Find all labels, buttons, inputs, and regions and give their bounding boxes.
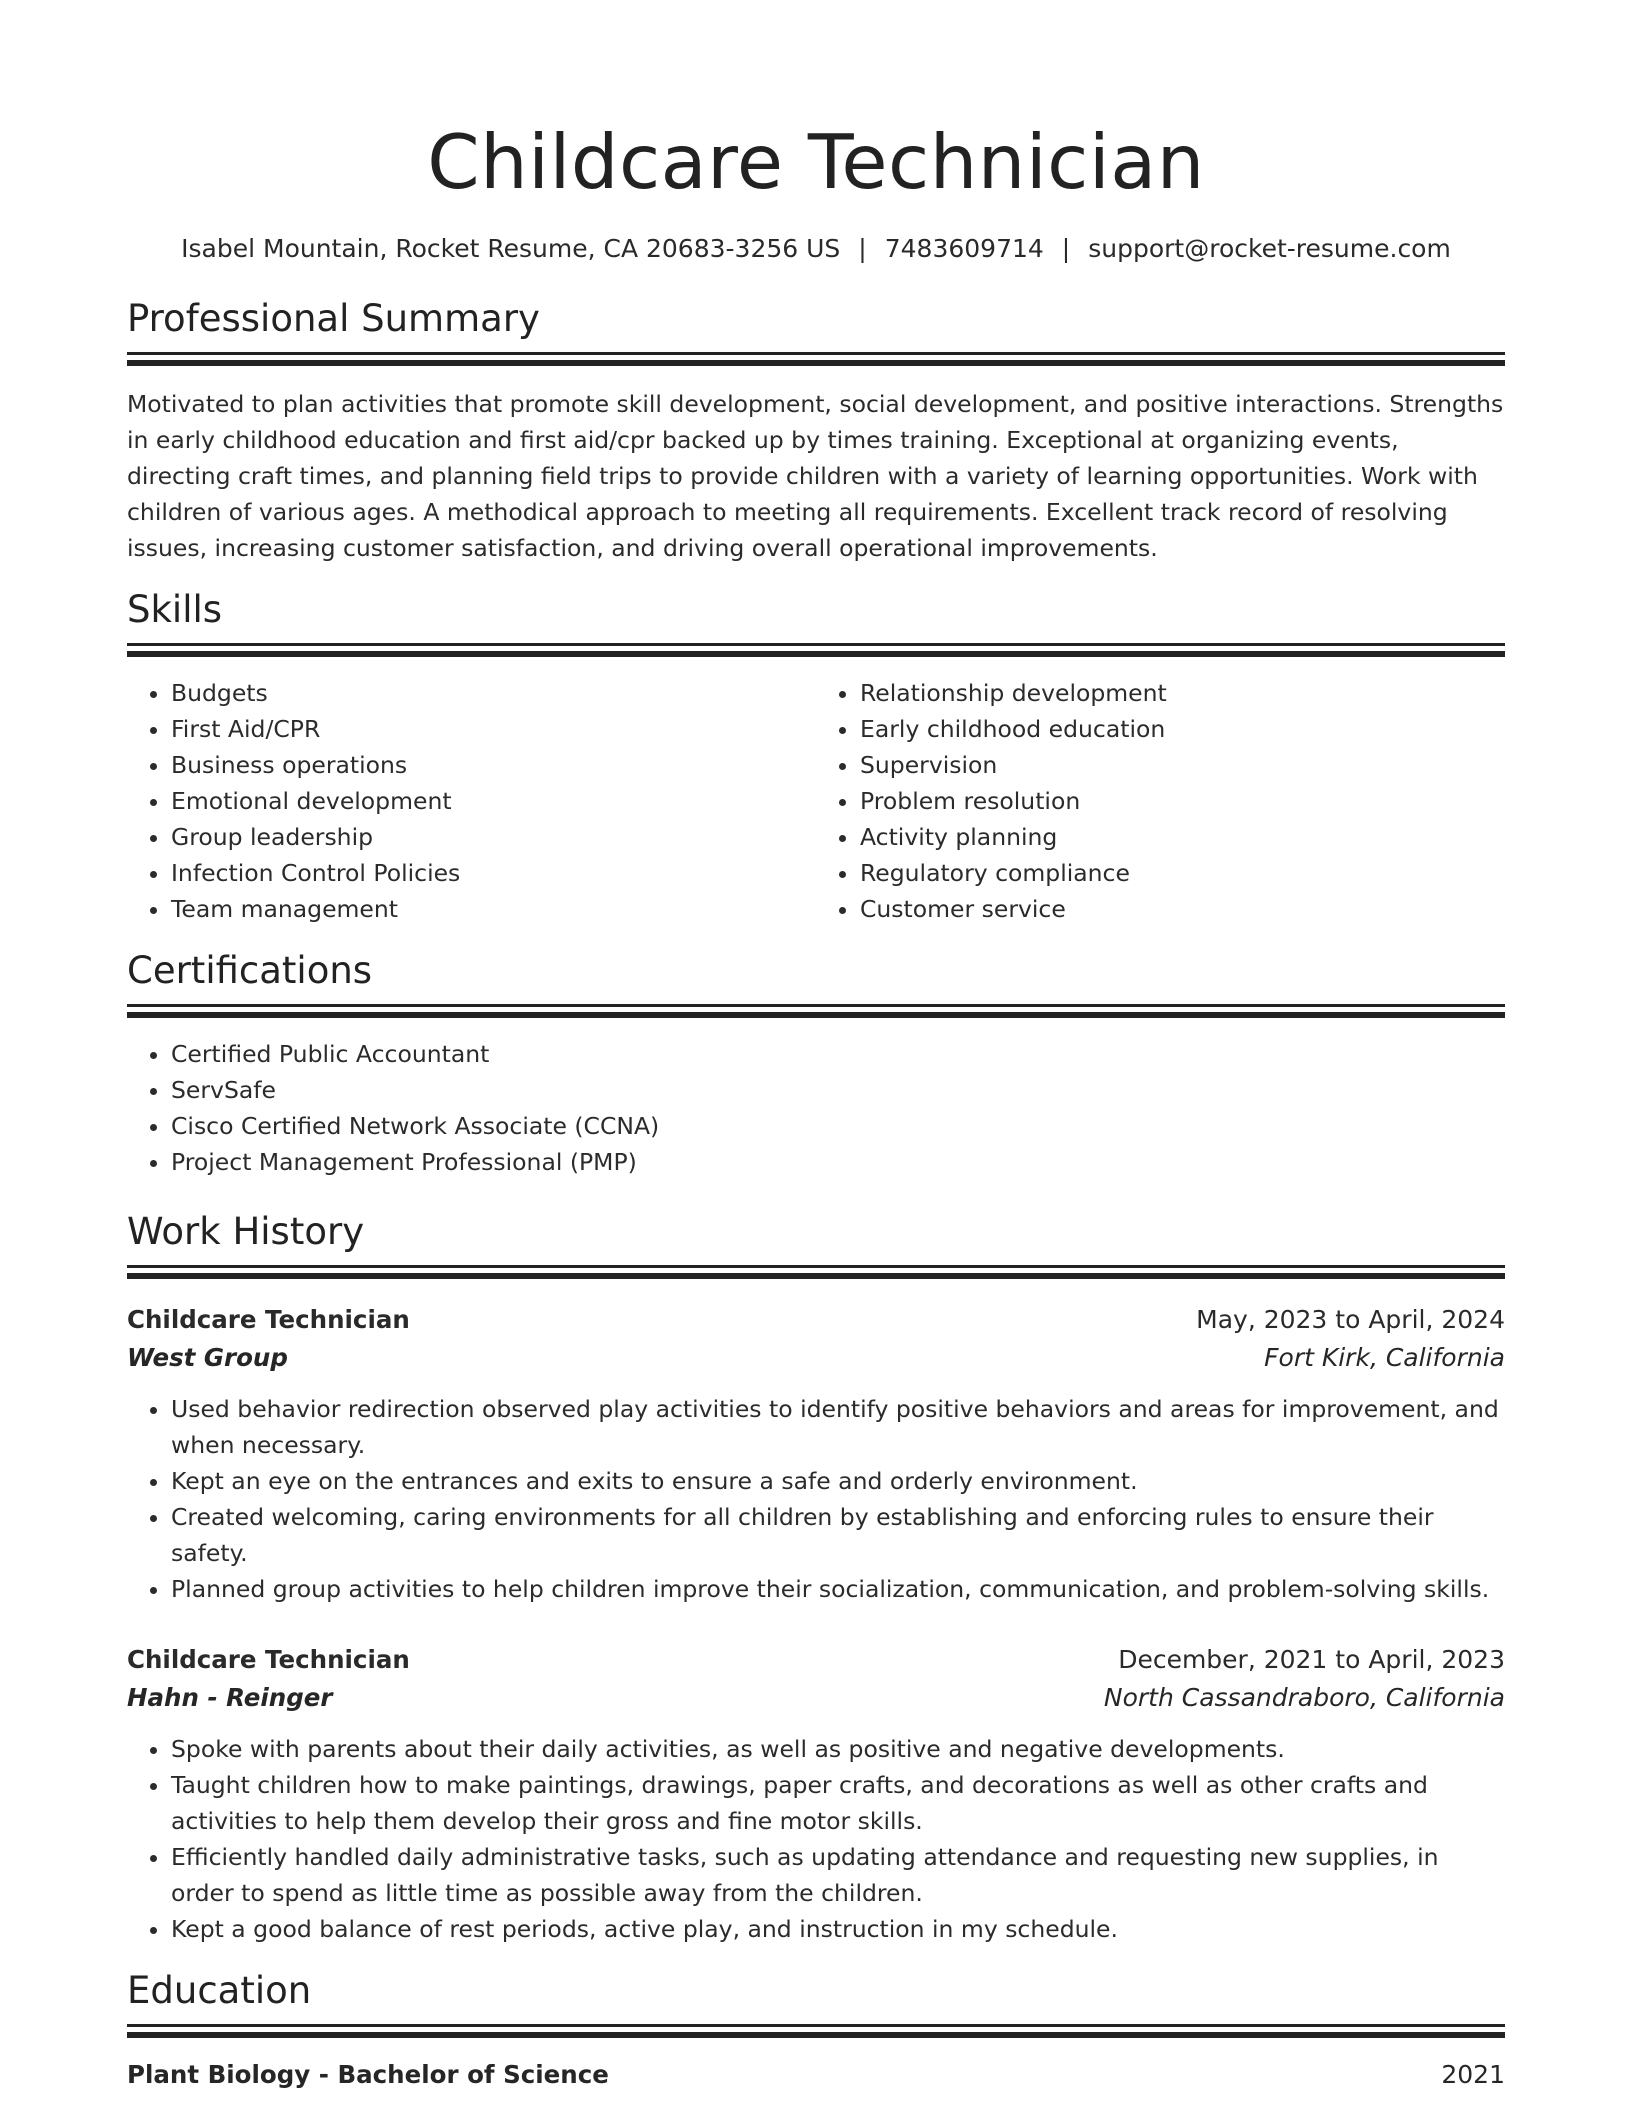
list-item: • Kept an eye on the entrances and exits to ensure a safe and orderly environment. xyxy=(171,1463,1505,1499)
certifications-list xyxy=(127,1036,1505,1180)
job-header-row xyxy=(127,1641,1505,1679)
section-title-education: Education xyxy=(127,1969,312,2012)
list-item: • Cisco Certified Network Associate (CCNA) xyxy=(171,1108,1505,1144)
section-divider xyxy=(127,352,1505,370)
section-title-work-history: Work History xyxy=(127,1210,365,1253)
contact-address: Isabel Mountain, Rocket Resume, CA 20683-3256 US xyxy=(181,234,841,263)
summary-text: Motivated to plan activities that promote skill development, social development, and positive interactions. Strengths in early childhood education and first aid/cpr backed up by times training. Exceptional at organizing events, directing craft times, and planning field trips to provide children with a variety of learning opportunities. Work with children of various ages. A methodical approach to meeting all requirements. Excellent track record of resolving issues, increasing customer satisfaction, and driving overall operational improvements. xyxy=(127,390,1504,562)
contact-separator: | xyxy=(1061,234,1071,263)
list-item: • Infection Control Policies xyxy=(171,855,816,891)
contact-separator: | xyxy=(858,234,867,263)
list-item: • Efficiently handled daily administrative tasks, such as updating attendance and requesting new supplies, in order to spend as little time as possible away from the children. xyxy=(171,1839,1505,1911)
list-item: • Business operations xyxy=(171,747,816,783)
list-item: • Taught children how to make paintings, drawings, paper crafts, and decorations as well as other crafts and activities to help them develop their gross and fine motor skills. xyxy=(171,1767,1505,1839)
list-item: • Spoke with parents about their daily activities, as well as positive and negative developments. xyxy=(171,1731,1505,1767)
list-item: • Early childhood education xyxy=(860,711,1505,747)
skills-list-right xyxy=(816,675,1505,927)
list-item: • Emotional development xyxy=(171,783,816,819)
section-divider xyxy=(127,2024,1505,2042)
education-row xyxy=(127,2060,1505,2089)
list-item: • Supervision xyxy=(860,747,1505,783)
work-history-section xyxy=(127,1210,1505,1947)
education-section xyxy=(127,1969,1505,2089)
list-item: • Relationship development xyxy=(860,675,1505,711)
list-item: • Group leadership xyxy=(171,819,816,855)
job-dates: May, 2023 to April, 2024 xyxy=(1196,1305,1505,1334)
contact-line xyxy=(127,234,1505,263)
job-title: Childcare Technician xyxy=(127,1305,410,1334)
education-year: 2021 xyxy=(1441,2060,1505,2089)
skills-section xyxy=(127,588,1505,927)
list-item: • Customer service xyxy=(860,891,1505,927)
job-bullets xyxy=(127,1731,1505,1947)
job-company: West Group xyxy=(127,1343,288,1372)
list-item: • Problem resolution xyxy=(860,783,1505,819)
job-title: Childcare Technician xyxy=(127,1645,410,1674)
resume-name: Childcare Technician xyxy=(427,118,1205,206)
skills-columns xyxy=(127,675,1505,927)
job-company-row xyxy=(127,1679,1505,1717)
list-item: • Budgets xyxy=(171,675,816,711)
job-company: Hahn - Reinger xyxy=(127,1683,333,1712)
section-divider xyxy=(127,1004,1505,1022)
list-item: • Planned group activities to help children improve their socialization, communication, and problem-solving skills. xyxy=(171,1571,1505,1607)
job-header-row xyxy=(127,1301,1505,1339)
list-item: • Created welcoming, caring environments for all children by establishing and enforcing rules to ensure their safety. xyxy=(171,1499,1505,1571)
job-dates: December, 2021 to April, 2023 xyxy=(1118,1645,1505,1674)
list-item: • ServSafe xyxy=(171,1072,1505,1108)
certifications-section xyxy=(127,949,1505,1180)
section-title-certifications: Certifications xyxy=(127,949,373,992)
list-item: • Certified Public Accountant xyxy=(171,1036,1505,1072)
skills-list-left xyxy=(127,675,816,927)
job-bullets xyxy=(127,1391,1505,1607)
summary-section xyxy=(127,297,1505,566)
section-title-skills: Skills xyxy=(127,588,223,631)
list-item: • First Aid/CPR xyxy=(171,711,816,747)
job-location: North Cassandraboro, California xyxy=(1103,1683,1505,1712)
list-item: • Kept a good balance of rest periods, active play, and instruction in my schedule. xyxy=(171,1911,1505,1947)
job-company-row xyxy=(127,1339,1505,1377)
section-divider xyxy=(127,1265,1505,1283)
section-title-summary: Professional Summary xyxy=(127,297,540,340)
job-location: Fort Kirk, California xyxy=(1264,1343,1505,1372)
list-item: • Activity planning xyxy=(860,819,1505,855)
list-item: • Used behavior redirection observed play activities to identify positive behaviors and areas for improvement, and when necessary. xyxy=(171,1391,1505,1463)
list-item: • Team management xyxy=(171,891,816,927)
job-entry xyxy=(127,1301,1505,1607)
list-item: • Regulatory compliance xyxy=(860,855,1505,891)
job-entry xyxy=(127,1641,1505,1947)
contact-phone: 7483609714 xyxy=(884,234,1044,263)
education-degree: Plant Biology - Bachelor of Science xyxy=(127,2060,609,2089)
list-item: • Project Management Professional (PMP) xyxy=(171,1144,1505,1180)
section-divider xyxy=(127,643,1505,661)
contact-email: support@rocket-resume.com xyxy=(1088,234,1451,263)
